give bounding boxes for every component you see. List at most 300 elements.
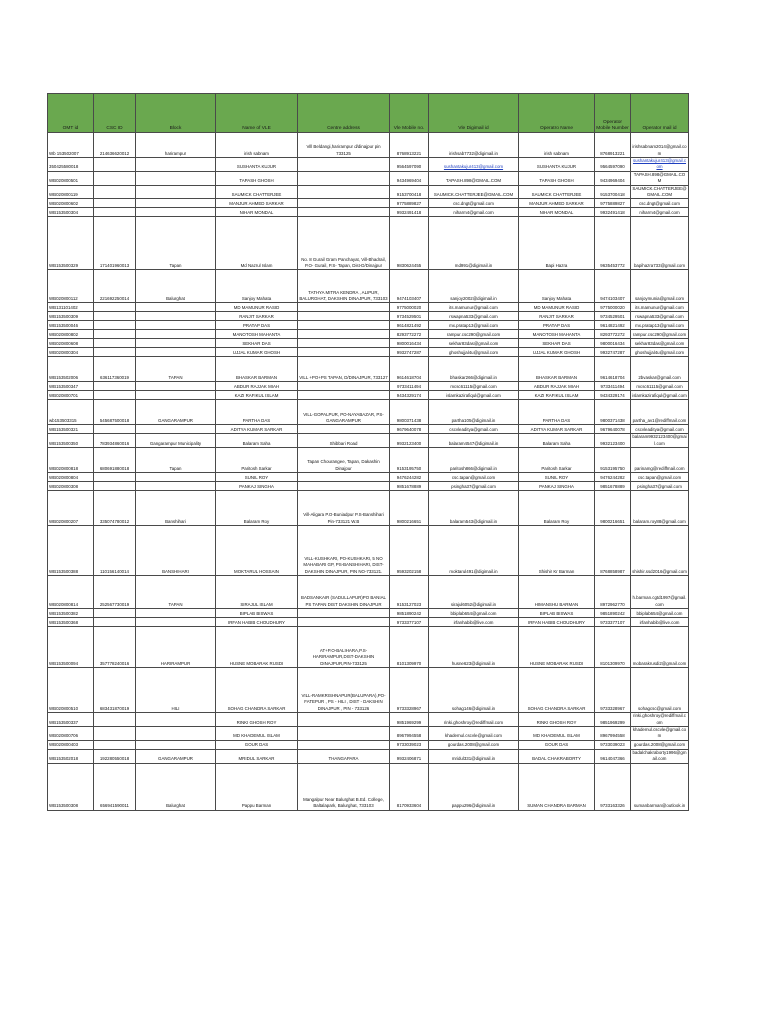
cell-operator-mobile: 9800216651 [595, 491, 631, 526]
cell-operator-mobile: 9800016434 [595, 339, 631, 348]
cell-operator-mobile: 9635453772 [595, 217, 631, 270]
cell-vle-digimail: balaram4547@digimail.in [429, 434, 519, 448]
cell-vle-name: SUNIL ROY [216, 473, 298, 482]
vle-table [47, 93, 689, 811]
cell-block: Banshihari [136, 491, 216, 526]
cell-vle-name: HUSNE MOBARAK RUSDI [216, 627, 298, 668]
cell-vle-name: TAPASH GHOSH [216, 171, 298, 185]
cell-vle-digimail: paritosh866@digimail.in [429, 448, 519, 473]
cell-operator-mail: sumanbarman@outlook.in [631, 763, 689, 810]
cell-operator-mobile: 9614821492 [595, 321, 631, 330]
cell-operator-mail: parinamg@rediffmail.com [631, 448, 689, 473]
cell-operator-mobile: 9851969299 [595, 713, 631, 727]
cell-omt-id: WB020800608 [48, 339, 94, 348]
cell-operator-name: HUSNE MOBARAK RUSDI [519, 627, 595, 668]
cell-operator-mail: sushantakujur413@gmail.com [631, 158, 689, 172]
cell-block [136, 382, 216, 391]
cell-omt-id: WB020800308 [48, 482, 94, 491]
cell-omt-id: WB020800802 [48, 330, 94, 339]
cell-csc-id: 357778240016 [94, 627, 136, 668]
cell-vle-mobile: 9733377107 [390, 618, 429, 627]
cell-csc-id [94, 391, 136, 400]
cell-vle-name: MD KHADEMUL ISLAM [216, 727, 298, 741]
cell-block: TAPAN [136, 576, 216, 609]
table-row [48, 482, 689, 491]
cell-vle-digimail: ghoshujjal4u@gmail.com [429, 348, 519, 357]
table-row [48, 312, 689, 321]
cell-vle-mobile: 9734529501 [390, 312, 429, 321]
table-row [48, 668, 689, 713]
cell-csc-id [94, 330, 136, 339]
cell-csc-id [94, 482, 136, 491]
cell-vle-mobile: 9851678889 [390, 482, 429, 491]
cell-vle-mobile: 9614821492 [390, 321, 429, 330]
cell-vle-mobile: 8293772272 [390, 330, 429, 339]
col-header-vle-name: Name of VLE [216, 94, 298, 133]
cell-omt-id: WB153502018 [48, 749, 94, 763]
cell-omt-id: WB020800602 [48, 199, 94, 208]
cell-vle-mobile: 8101309970 [390, 627, 429, 668]
cell-block: TAPAN [136, 357, 216, 382]
cell-operator-name: Balaram Roy [519, 491, 595, 526]
cell-vle-mobile: 9800016434 [390, 339, 429, 348]
cell-vle-mobile: 9830624455 [390, 217, 429, 270]
cell-vle-digimail: husne623@digimail.in [429, 627, 519, 668]
cell-omt-id: WB153500321 [48, 425, 94, 434]
cell-operator-mobile: 9153195750 [595, 448, 631, 473]
cell-operator-name: Shishir Kr Barman [519, 526, 595, 576]
cell-operator-mobile: 9733039023 [595, 740, 631, 749]
cell-csc-id [94, 171, 136, 185]
cell-operator-name: RINKI GHOSH ROY [519, 713, 595, 727]
cell-omt-id: WB020800119 [48, 185, 94, 199]
cell-operator-mail: sanjoymunia@gmail.com [631, 270, 689, 303]
cell-vle-name: GOUR DAS [216, 740, 298, 749]
cell-centre-address [298, 321, 390, 330]
cell-csc-id: 221692250014 [94, 270, 136, 303]
cell-omt-id: WB020800112 [48, 270, 94, 303]
cell-vle-mobile: 9153195750 [390, 448, 429, 473]
table-row [48, 382, 689, 391]
cell-vle-digimail: csc.dngt@gmail.com [429, 199, 519, 208]
cell-omt-id: WB153500382 [48, 609, 94, 618]
cell-vle-mobile: 9733328967 [390, 668, 429, 713]
cell-operator-mail: ghoshujjal4u@gmail.com [631, 348, 689, 357]
cell-operator-mail: mcsc61115@gmail.com [631, 382, 689, 391]
cell-vle-digimail: sanjoy2002@digimail.in [429, 270, 519, 303]
cell-csc-id [94, 727, 136, 741]
cell-operator-name: BADAL CHAKRABORTY [519, 749, 595, 763]
cell-centre-address: Vill Beldangi,harirampur d/dinajpur pin 733125 [298, 133, 390, 158]
cell-operator-mail: 2bvaskar@gmail.com [631, 357, 689, 382]
cell-centre-address: THANGAPARA [298, 749, 390, 763]
cell-operator-name: SOHAG CHANDRA SARKAR [519, 668, 595, 713]
cell-centre-address: AT+P.O-BALIHARA,P.S-HARIRAMPUR,DIST-DAKSHIN DINAJPUR,PIN-733125 [298, 627, 390, 668]
spreadsheet [47, 93, 688, 811]
cell-operator-mail: sekhar83das@gmail.com [631, 339, 689, 348]
col-header-operator-name: Operatro Name [519, 94, 595, 133]
cell-block [136, 618, 216, 627]
cell-operator-name: SAUMICK CHATTERJEE [519, 185, 595, 199]
cell-vle-digimail: irfanhabib@live.com [429, 618, 519, 627]
cell-centre-address [298, 158, 390, 172]
cell-operator-name: MANJUR AHMED SARKAR [519, 199, 595, 208]
table-row [48, 185, 689, 199]
cell-centre-address [298, 199, 390, 208]
cell-operator-mail: mobarakrusdi2@gmail.com [631, 627, 689, 668]
cell-operator-name: HIMANSHU BARMAN [519, 576, 595, 609]
cell-vle-digimail: balaram543@digimail.in [429, 491, 519, 526]
cell-operator-mail: bbiplab654@gmail.com [631, 609, 689, 618]
cell-centre-address: VILL +PO+PS TAPAN, D/DINAJPUR, 733127 [298, 357, 390, 382]
cell-omt-id: WB020800706 [48, 727, 94, 741]
cell-vle-name: Pappu Barman [216, 763, 298, 810]
cell-vle-mobile: 9851890242 [390, 609, 429, 618]
table-row [48, 400, 689, 425]
cell-block: HILI [136, 668, 216, 713]
cell-vle-name: Balaram Saha [216, 434, 298, 448]
cell-operator-name: Bapi Hazra [519, 217, 595, 270]
cell-vle-digimail: its.mamunur@gmail.com [429, 303, 519, 312]
cell-csc-id [94, 185, 136, 199]
table-row [48, 618, 689, 627]
cell-vle-name: RINKI GHOSH ROY [216, 713, 298, 727]
cell-omt-id: wb153503315 [48, 400, 94, 425]
cell-omt-id: WB153500329 [48, 217, 94, 270]
cell-centre-address [298, 482, 390, 491]
cell-csc-id: 110156140014 [94, 526, 136, 576]
cell-operator-mobile: 9851890242 [595, 609, 631, 618]
cell-operator-mobile: 9775000020 [595, 303, 631, 312]
cell-block [136, 208, 216, 217]
cell-vle-name: UJJAL KUMAR GHOSH [216, 348, 298, 357]
cell-vle-digimail: sushantakujur413@gmail.com [429, 158, 519, 172]
table-row [48, 321, 689, 330]
col-header-omt-id: OMT id [48, 94, 94, 133]
cell-vle-digimail: bbiplab654@gmail.com [429, 609, 519, 618]
cell-csc-id [94, 312, 136, 321]
cell-vle-digimail: gourdas.2008@gmail.com [429, 740, 519, 749]
cell-operator-mobile: 8972962770 [595, 576, 631, 609]
cell-operator-mail: partha_av1@rediffmail.com [631, 400, 689, 425]
cell-block: harirampur [136, 133, 216, 158]
cell-operator-mobile: 9434329174 [595, 391, 631, 400]
cell-block [136, 348, 216, 357]
table-row [48, 576, 689, 609]
cell-operator-name: BHASKAR BARMAN [519, 357, 595, 382]
cell-vle-mobile: 8967994558 [390, 727, 429, 741]
cell-operator-name: BIPLAB BISWAS [519, 609, 595, 618]
table-row [48, 627, 689, 668]
table-row [48, 208, 689, 217]
cell-vle-name: PARTHA DAS [216, 400, 298, 425]
cell-vle-digimail: partha105@digimail.in [429, 400, 519, 425]
cell-vle-name: SAUMICK CHATTERJEE [216, 185, 298, 199]
cell-vle-mobile: 9434329174 [390, 391, 429, 400]
cell-vle-mobile: 9434969404 [390, 171, 429, 185]
cell-centre-address: Mangalpur Near Balurghat B.Ed. College, Baltalapark, Balurghat, 733103 [298, 763, 390, 810]
cell-centre-address [298, 185, 390, 199]
cell-vle-mobile: 9153700418 [390, 185, 429, 199]
cell-vle-mobile: 9679640078 [390, 425, 429, 434]
cell-vle-digimail: rampur.csc290@gmail.com [429, 330, 519, 339]
table-row [48, 348, 689, 357]
cell-omt-id: WB020800814 [48, 576, 94, 609]
cell-vle-digimail: mcsc61115@gmail.com [429, 382, 519, 391]
cell-vle-digimail: TAPASH.898@GMAIL.COM [429, 171, 519, 185]
cell-operator-mail: badalchakraborty1996@gmail.com [632, 749, 687, 762]
cell-vle-digimail: khademul.cscvle@gmail.com [429, 727, 519, 741]
cell-csc-id [94, 199, 136, 208]
table-row [48, 609, 689, 618]
cell-csc-id: 636117360019 [94, 357, 136, 382]
col-header-csc-id: CSC ID [94, 94, 136, 133]
cell-operator-mail: balaram.roy88@gmail.com [631, 491, 689, 526]
cell-operator-mail: its.mamunur@gmail.com [631, 303, 689, 312]
cell-operator-name: IRFAN HABIB CHOUDHURY [519, 618, 595, 627]
cell-block [136, 473, 216, 482]
cell-vle-mobile: 9733039023 [390, 740, 429, 749]
cell-centre-address [298, 727, 390, 741]
cell-vle-name: MANOTOSH MAHANTA [216, 330, 298, 339]
cell-csc-id: 656941590011 [94, 763, 136, 810]
table-row [48, 425, 689, 434]
cell-operator-mobile: 9733377107 [595, 618, 631, 627]
cell-csc-id [94, 321, 136, 330]
cell-block [136, 185, 216, 199]
cell-vle-mobile: 9593202158 [390, 526, 429, 576]
cell-vle-mobile: 9932747287 [390, 348, 429, 357]
cell-vle-digimail: sirajul6052@digimail.in [429, 576, 519, 609]
cell-vle-digimail: sekhar83das@gmail.com [429, 339, 519, 348]
cell-block: HARIRAMPUR [136, 627, 216, 668]
cell-operator-mail: gourdas.2008@gmail.com [631, 740, 689, 749]
cell-operator-mail: irishsabnam2014@gmail.com [631, 133, 689, 158]
cell-csc-id: 783934860016 [94, 434, 136, 448]
cell-vle-name: Md Nazrul Islam [216, 217, 298, 270]
cell-operator-mobile: 9932491418 [595, 208, 631, 217]
cell-block [136, 171, 216, 185]
cell-block: Gangarampur Municipality [136, 434, 216, 448]
table-row [48, 763, 689, 810]
cell-operator-mail: cscvleaditya@gmail.com [631, 425, 689, 434]
cell-centre-address [298, 312, 390, 321]
cell-csc-id: 252567730019 [94, 576, 136, 609]
cell-operator-name: Sanjoy Mahata [519, 270, 595, 303]
cell-vle-name: BHASKAR BARMAN [216, 357, 298, 382]
table-row [48, 391, 689, 400]
cell-vle-name: Paritosh Sarkar [216, 448, 298, 473]
cell-centre-address: BADSANKAIR (SADULLAPUR)PO BANIAL PS TAPAN DIST DAKSHIN DINAJPUR [298, 576, 390, 609]
cell-centre-address [298, 391, 390, 400]
cell-operator-name: NIHAR MONDAL [519, 208, 595, 217]
cell-operator-name: RANJIT SARKAR [519, 312, 595, 321]
cell-centre-address [298, 208, 390, 217]
cell-operator-mobile: 8967994558 [595, 727, 631, 741]
cell-vle-digimail: psingha37@gmail.com [429, 482, 519, 491]
cell-omt-id: WB153500368 [48, 618, 94, 627]
table-row [48, 713, 689, 727]
cell-operator-mail: shishir.ssd2016@gmail.com [631, 526, 689, 576]
cell-centre-address: No. 8 Gurail Gram Panchayat, Vill-Bhadrail, P.O- Gurail, P.S- Tapan, Dist-D/Dinajpur [298, 217, 390, 270]
cell-operator-mobile: 9476244282 [595, 473, 631, 482]
cell-vle-digimail: niharm4@gmail.com [429, 208, 519, 217]
cell-vle-name: SEKHAR DAS [216, 339, 298, 348]
table-row [48, 357, 689, 382]
cell-operator-mobile: 8768858987 [595, 526, 631, 576]
cell-csc-id [94, 618, 136, 627]
table-row [48, 303, 689, 312]
cell-operator-mail: rswapna533@gmail.com [631, 312, 689, 321]
table-row [48, 330, 689, 339]
cell-operator-name: Balaram Saha [519, 434, 595, 448]
cell-omt-id: WB020800818 [48, 448, 94, 473]
col-header-operator-mail: Operator mail id [631, 94, 689, 133]
cell-operator-mobile: 9775889827 [595, 199, 631, 208]
col-header-vle-digimail: Vle Digimail id [429, 94, 519, 133]
col-header-vle-mobile: Vle Mobile no. [390, 94, 429, 133]
cell-block: Balurghat [136, 763, 216, 810]
cell-centre-address: Vill-Aligara P.O-Buniadpur P.S-Banshihari Pin-733121 W.B [298, 491, 390, 526]
cell-operator-mobile: 9932747287 [595, 348, 631, 357]
cell-operator-mobile: 9614618704 [595, 357, 631, 382]
table-row [48, 473, 689, 482]
cell-csc-id [94, 713, 136, 727]
cell-vle-mobile: 9932406871 [390, 749, 429, 763]
cell-centre-address [298, 609, 390, 618]
cell-omt-id: Wb 153502007 [48, 133, 94, 158]
cell-operator-mobile: 9614047366 [595, 749, 631, 763]
cell-operator-name: MD KHADEMUL ISLAM [519, 727, 595, 741]
cell-omt-id: WB020800804 [48, 473, 94, 482]
cell-block [136, 740, 216, 749]
cell-vle-name: SOHAG CHANDRA SARKAR [216, 668, 298, 713]
cell-operator-mobile: 8293772272 [595, 330, 631, 339]
cell-vle-name: Sanjoy Mahata [216, 270, 298, 303]
cell-vle-name: SUSHANTA KUJUR [216, 158, 298, 172]
cell-block: GANGARAMPUR [136, 749, 216, 763]
header-row [48, 94, 689, 133]
cell-operator-name: PANKAJ SINGHA [519, 482, 595, 491]
cell-block: Tapan [136, 217, 216, 270]
cell-block [136, 482, 216, 491]
cell-operator-mobile: 9153700418 [595, 185, 631, 199]
cell-vle-digimail: bhaskar266@digimail.in [429, 357, 519, 382]
cell-omt-id: 350425580018 [48, 158, 94, 172]
cell-vle-digimail: sohag146@digimail.in [429, 668, 519, 713]
cell-block [136, 425, 216, 434]
cell-csc-id: 683431870019 [94, 668, 136, 713]
table-row [48, 171, 689, 185]
cell-omt-id: WB153500304 [48, 208, 94, 217]
cell-operator-mail: balaram9932123400@gmail.com [632, 434, 687, 446]
cell-operator-mail: h.barman.cgtd1997@gmail.com [631, 576, 689, 609]
cell-centre-address: Shibbari Road [298, 434, 390, 448]
cell-vle-name: MD MAMUNUR RASID [216, 303, 298, 312]
cell-operator-name: Paritosh Sarkar [519, 448, 595, 473]
cell-operator-name: SUMAN CHANDRA BARMAN [519, 763, 595, 810]
cell-operator-name: UJJAL KUMAR GHOSH [519, 348, 595, 357]
cell-omt-id: WB153500350 [48, 434, 94, 448]
cell-operator-mobile: 9564597090 [595, 158, 631, 172]
cell-vle-mobile: 9153127023 [390, 576, 429, 609]
cell-vle-mobile: 9733411494 [390, 382, 429, 391]
cell-operator-mobile: 9474103407 [595, 270, 631, 303]
cell-block [136, 199, 216, 208]
cell-operator-mail: rinki.ghoshroy@rediffmail.com [631, 713, 689, 727]
cell-block [136, 312, 216, 321]
cell-vle-digimail: csc.tapan@gmail.com [429, 473, 519, 482]
cell-operator-name: SUSHANTA KUJUR [519, 158, 595, 172]
cell-vle-name: Balaram Roy [216, 491, 298, 526]
cell-vle-digimail: islamkazirafiqul@gmail.com [429, 391, 519, 400]
table-row [48, 434, 689, 448]
cell-operator-name: PRATAP DAS [519, 321, 595, 330]
cell-vle-mobile: 9800216651 [390, 491, 429, 526]
cell-csc-id [94, 339, 136, 348]
cell-omt-id: WB020800403 [48, 740, 94, 749]
col-header-block: Block [136, 94, 216, 133]
table-row [48, 740, 689, 749]
cell-vle-name: PANKAJ SINGHA [216, 482, 298, 491]
cell-operator-mobile: 8101309970 [595, 627, 631, 668]
cell-vle-mobile: 9564597090 [390, 158, 429, 172]
table-row [48, 270, 689, 303]
cell-vle-name: MANJUR AHMED SARKAR [216, 199, 298, 208]
cell-omt-id: WB131101402 [48, 303, 94, 312]
table-row [48, 133, 689, 158]
cell-centre-address [298, 171, 390, 185]
cell-centre-address: Tapan Chourangee, Tapan, Dakashin Dinajpur [298, 448, 390, 473]
cell-centre-address [298, 348, 390, 357]
cell-vle-name: NIHAR MONDAL [216, 208, 298, 217]
table-row [48, 727, 689, 741]
cell-vle-mobile: 9775000020 [390, 303, 429, 312]
cell-csc-id: 545687500018 [94, 400, 136, 425]
cell-centre-address: VILL-RAMKRISHNAPUR(BALUPARA),PO-FATEPUR , PS - HILI , DIST - DAKSHIN DINAJPUR , PIN - 733126 [298, 668, 390, 713]
cell-operator-mobile: 8768913221 [595, 133, 631, 158]
cell-vle-name: RANJIT SARKAR [216, 312, 298, 321]
cell-operator-mail: csc.dngt@gmail.com [631, 199, 689, 208]
cell-operator-name: irish sabnam [519, 133, 595, 158]
cell-vle-mobile: 8170933604 [390, 763, 429, 810]
cell-operator-mail: psingha37@gmail.com [631, 482, 689, 491]
table-row [48, 158, 689, 172]
cell-csc-id [94, 740, 136, 749]
cell-csc-id [94, 158, 136, 172]
cell-vle-mobile: 9775889827 [390, 199, 429, 208]
cell-vle-digimail: rinki.ghoshroy@rediffmail.com [429, 713, 519, 727]
cell-operator-name: ADITYA KUMAR SARKAR [519, 425, 595, 434]
cell-centre-address: TATHYA MITRA KENDRA , ALIPUR, BALURGHAT, DAKSHIN DINAJPUR, 733103 [298, 270, 390, 303]
cell-block [136, 321, 216, 330]
cell-block [136, 158, 216, 172]
cell-vle-name: PRATAP DAS [216, 321, 298, 330]
cell-csc-id: 335074780012 [94, 491, 136, 526]
cell-operator-mail: niharm4@gmail.com [631, 208, 689, 217]
cell-vle-mobile: 9851969299 [390, 713, 429, 727]
cell-vle-name: KAZI RAFIKUL ISLAM [216, 391, 298, 400]
cell-operator-name: MANOTOSH MAHANTA [519, 330, 595, 339]
cell-operator-name: SEKHAR DAS [519, 339, 595, 348]
cell-omt-id: WB153500347 [48, 382, 94, 391]
cell-operator-mail: SAUMICK.CHATTERJEE@GMAIL.COM [632, 185, 687, 198]
cell-vle-mobile: 9476244282 [390, 473, 429, 482]
cell-block: Tapan [136, 448, 216, 473]
cell-operator-name: PARTHA DAS [519, 400, 595, 425]
cell-csc-id [94, 609, 136, 618]
cell-operator-name: KAZI RAFIKUL ISLAM [519, 391, 595, 400]
